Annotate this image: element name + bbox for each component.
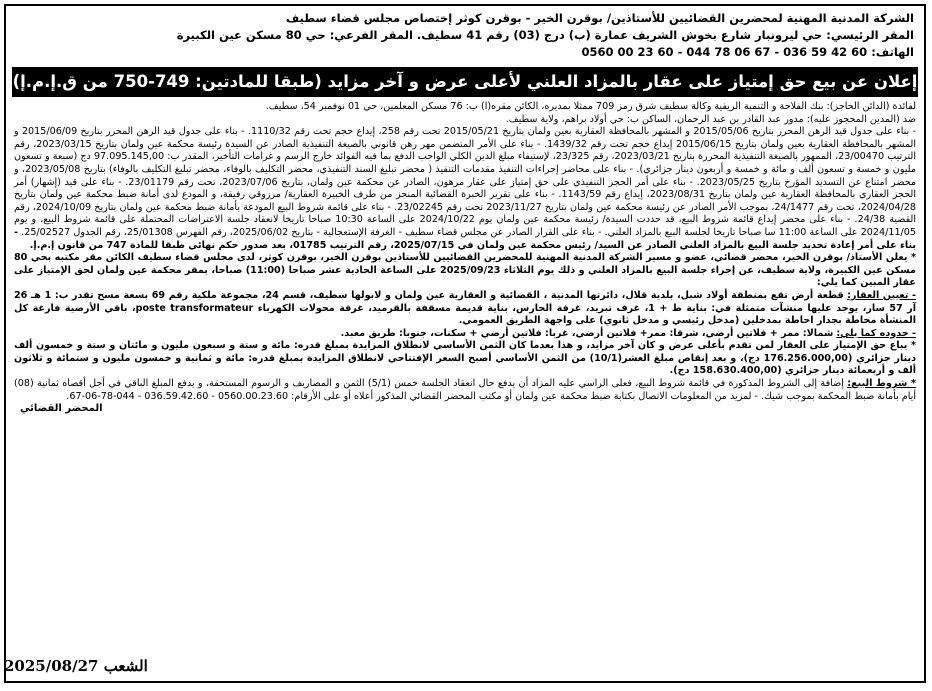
notice-title-banner: إعلان عن بيع حق إمتياز على عقار بالمزاد العلني لأعلى عرض و آخر مزايد (طبقا للمادتين: 749-750 من ق.إ.م.إ) bbox=[12, 67, 918, 97]
company-phone-line bbox=[16, 44, 914, 61]
signature: المحضر القضائي bbox=[20, 403, 103, 415]
legal-notice bbox=[4, 4, 926, 683]
boundaries-label: - حدوده كما يلي: bbox=[836, 327, 916, 339]
company-name-line: الشركة المدنية المهنية لمحضرين القضائيين للأستاذين/ بوقرن الخير - بوقرن كوثر إختصاص مجلس قضاء سطيف bbox=[285, 11, 914, 25]
boundaries-paragraph bbox=[14, 328, 916, 341]
signature-row bbox=[14, 403, 916, 417]
sale-announcement-paragraph: * يعلن الأستاذ/ بوقرن الخير، محضر قضائي، عضو و مسير الشركة المدنية المهنية للمحضرين القضائيين للأستاذين بوقرن الخير، بوقرن كوثر، لدى مجلس قضاء سطيف الكائن مقر مكتبه بحي 80 مسكن عين الكبيرة، ولاية سطيف، عن إجراء جلسة البيع بالمزاد العلني و ذلك يوم الثلاثاء 2025/09/23 على الساعة الحادية عشر صباحا (11:00) صباحا، بمقر محكمة عين ولمان لحق الإمتياز على عقار المبين كما يلي: bbox=[14, 252, 916, 289]
creditor-paragraph: لفائدة (الدائن الحاجز): بنك الفلاحة و التنمية الريفية وكالة سطيف شرق رمز 709 ممثلا بمديره، الكائن مقره(ا) ب: 76 مسكن المعلمين، حي 01 نوفمبر 54، سطيف. bbox=[265, 101, 916, 112]
property-description-paragraph bbox=[14, 290, 916, 328]
price-paragraph: * يباع حق الإمتياز على العقار لمن تقدم بأعلى عرض و كان آخر مزايد، و هذا بعدما كان الثمن الأساسي لانطلاق المزايدة بمبلغ قدره: مائة و ستة و سبعون مليون و مائتان و ستة و خمسون ألف دينار جزائري (176.256.000,00 دج)، و بعد إنقاص مبلغ العشر(10/1) من الثمن الأساسي أصبح السعر الإفتتاحي لانطلاق المزايدة بمبلغ قدره: مائة و ثمانية و خمسون مليون و ستمائة و ثلاثون ألف و أربعمائة دينار جزائري (158.630.400,00 دج). bbox=[14, 340, 916, 377]
publication-date: 2025/08/27 bbox=[4, 657, 99, 675]
property-label: - تعيين العقار: bbox=[847, 289, 916, 301]
boundaries-text: شمالا: ممر + فلاتين أرضي، شرقا: ممر+ فلاتين أرضي، غربا: فلاتين أرضي + سكنات، جنوبا: طريق معبد. bbox=[340, 327, 834, 339]
procedure-text: - بناء على جدول قيد الرهن المحرر بتاريخ 2015/05/06 و المشهر بالمحافظة العقارية بعين ولمان بتاريخ 2015/05/21 تحت رقم 258، إيداع حجم تحت رقم 1110/32. - بناء على جدول قيد الرهن المحرر بتاريخ 2015/06/09 و المشهر بالمحافظة العقارية بعين ولمان بتاريخ 2015/06/15 إيداع حجم تحت رقم 1439/32. - بناء على الأمر المتضمن مهر رهن قانوني بالصيغة التنفيذية الصادر عن السيدة رئيسة محكمة عين ولمان بتاريخ 2023/03/15، رقم الترتيب 23/00470، الممهور بالصيغة التنفيذية المحررة بتاريخ 2023/03/21، رقم 23/325، لإستيفاء مبلغ الدين الكلي الواجب الدفع بما فيه الفوائد خارج الرسم و غرامات التأخير، المقدر ب: 97.095.145,00 دج (سبعة و تسعون مليون و خمسة و تسعون ألف و مائة و خمسة و أربعون دينار جزائري). - بناء على محاضر إجراءات التنفيذ مقدمات التنفيذ ( محضر تبليغ السند التنفيذي، محضر التكليف بالوفاء، محضر تبليغ التكليف بالوفاء) بتاريخ 2023/05/08، و محضر امتناع عن التسديد المؤرخ بتاريخ 2023/05/25. - بناء على أمر الحجز التنفيذي على حق إمتياز على عقار مرهون، الصادر عن محكمة عين ولمان، بتاريخ 2023/07/06، تحت رقم 23/01179. - بناء على قيد (إشهار) أمر الحجز العقاري بالمحافظة العقارية عين ولمان بتاريخ 2023/08/31، إيداع رقم 1143/59. - بناء على تقرير الخبرة القضائية المنجز من طرف الخبيرة العقارية/ مرزوقي رفيقة، و المودع لدى أمانة ضبط محكمة عين ولمان بتاريخ 2024/04/28، تحت رقم 24/1477، بموجب الأمر الصادر عن رئيسة محكمة عين ولمان بتاريخ 2023/11/27 تحت رقم 23/02245. - بناء على قائمة شروط البيع المودعة بأمانة ضبط محكمة عين ولمان بتاريخ 2024/10/09، رقم القضية 24/38. - بناء على محضر إيداع قائمة شروط البيع، قد حددت السيدة/ رئيسة محكمة عين ولمان يوم 2024/10/22 على الساعة 10:30 صباحا تاريخا لانعقاد جلسة الاعتراضات المحتملة على قائمة شروط البيع، و يوم 2024/11/05 على الساعة 11:00 سا صباحا تاريخا لجلسة البيع بالمزاد العلني. - بناء على القرار الصادر عن مجلس قضاء سطيف - الغرفة الإستعجالية - بتاريخ 2025/06/02، رقم الفهرس 25/01308، رقم الجدول 25/02527. bbox=[14, 126, 917, 238]
procedure-paragraph bbox=[14, 126, 916, 252]
phone-label: الهاتف: bbox=[871, 45, 914, 59]
newspaper-name: الشعب bbox=[103, 657, 148, 675]
sale-conditions-label: * شروط البيع: bbox=[847, 378, 916, 390]
sale-conditions-text: إضافة إلى الشروط المذكورة في قائمة شروط البيع، فعلى الراسي عليه المزاد أن يدفع حال انعقاد الجلسة خمس (5/1) الثمن و المصاريف و الرسوم المستحقة، و يدفع المبلغ الباقي في أجل أقصاه ثمانية (08) أيام بأمانة ضبط المحكمة بموجب شيك. - لمزيد من المعلومات الاتصال بكتابة ضبط محكمة عين ولمان أو مكتب المحضر القضائي المذكور أعلاه أو على الأرقام: 0560.00.23.60 - 036.59.42.60 - 044-78-06-67. bbox=[14, 378, 916, 402]
bailiff-company-header bbox=[6, 6, 924, 61]
notice-body bbox=[6, 99, 924, 417]
debtor-paragraph: ضد (المدين المحجوز عليه): مدور عبد القادر بن عبد الرحمان، الساكن ب: حي أولاد براهم، ولاية سطيف. bbox=[505, 113, 916, 125]
phone-numbers: 0560 00 23 60 - 044 78 06 67 - 036 59 42 60 bbox=[581, 45, 868, 59]
company-address-line: المقر الرئيسي: حي ليرونبار شارع بخوش الشريف عمارة (ب) درج (03) رقم 41 سطيف. المقر الفرعي: حي 80 مسكن عين الكبيرة bbox=[176, 28, 914, 42]
hearing-reset-text: - بناء على أمر إعادة تحديد جلسة البيع بالمزاد العلني الصادر عن السيد/ رئيس محكمة عين ولمان في 2025/07/15، رقم الترتيب 01785، بعد صدور حكم نهائي طبقا للمادة 747 من قانون إ.م.إ. bbox=[14, 226, 916, 251]
newspaper-footer bbox=[4, 654, 204, 678]
sale-conditions-paragraph bbox=[14, 378, 916, 403]
property-text: قطعة أرض تقع بمنطقة أولاد شبل، بلدية قلال، دائرتها المدنية ، القضائية و العقارية عين ولمان و لابولها سطيف، قسم 24، مجموعة ملكية رقم 69 بسعة مسح تقدر ب: 1 هـ 26 آر 57 سار، يوجد عليها منشآت متمثلة في: بناية ط + 1، غرف تبريد، غرفة الحارس، بناية قديمة مسقفة بالقرميد، غرفة محولات الكهرباء poste transformateur، باقي الأرضية فارغة كل المنشأة محاطة بجدار احاطة بمدخلين (مدخل رئيسي و مدخل ثانوي) على واجهة الطريق العمومي. bbox=[14, 289, 916, 327]
